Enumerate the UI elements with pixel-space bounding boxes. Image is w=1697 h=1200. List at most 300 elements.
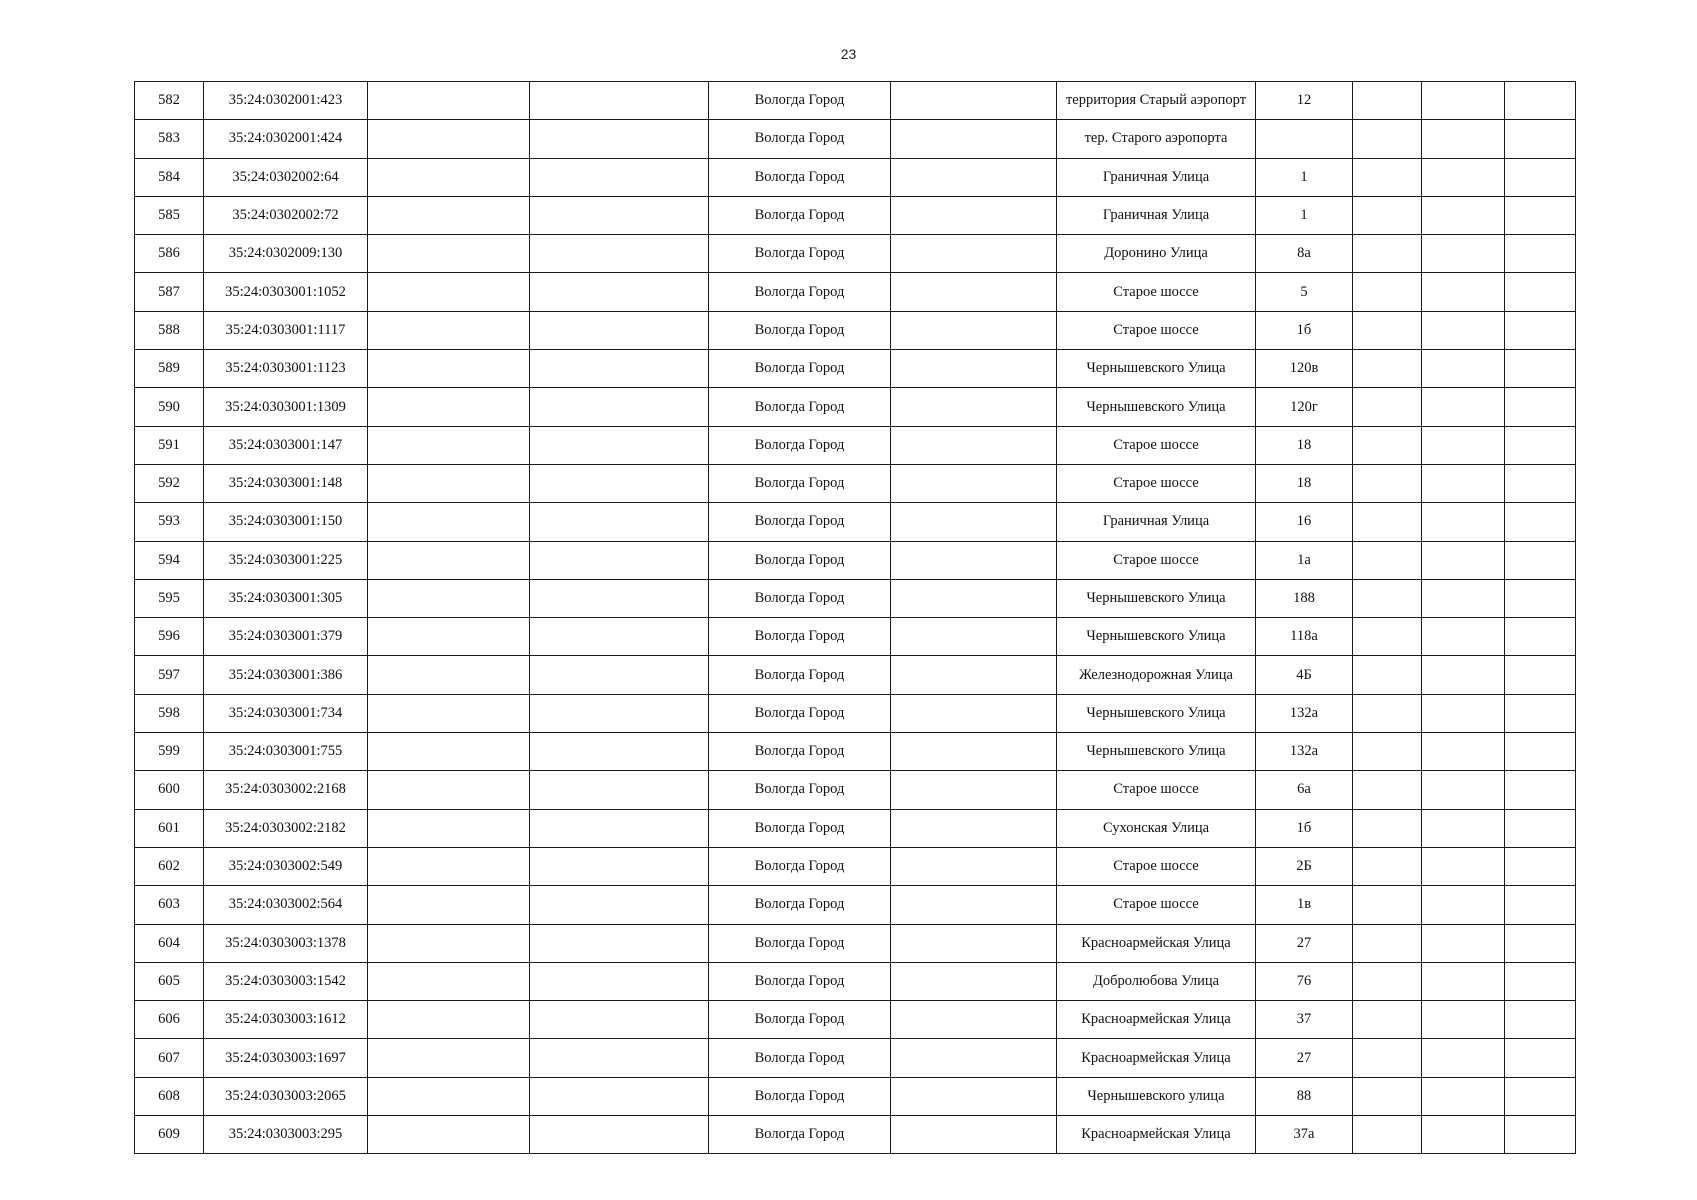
table-row [135, 579, 1576, 617]
table-row [135, 618, 1576, 656]
empty-cell [530, 771, 709, 809]
street-cell: Чернышевского Улица [1057, 388, 1256, 426]
row-number-cell: 587 [135, 273, 204, 311]
table-row [135, 1001, 1576, 1039]
empty-cell [368, 1001, 530, 1039]
empty-cell [368, 541, 530, 579]
city-cell: Вологда Город [709, 426, 891, 464]
empty-cell [368, 350, 530, 388]
empty-cell [1422, 1116, 1505, 1154]
row-number-cell: 588 [135, 311, 204, 349]
empty-cell [1422, 1039, 1505, 1077]
empty-cell [891, 464, 1057, 502]
empty-cell [530, 350, 709, 388]
row-number-cell: 600 [135, 771, 204, 809]
empty-cell [530, 618, 709, 656]
street-cell: Старое шоссе [1057, 426, 1256, 464]
empty-cell [530, 196, 709, 234]
cadastral-number-cell: 35:24:0303001:147 [204, 426, 368, 464]
empty-cell [530, 235, 709, 273]
empty-cell [891, 235, 1057, 273]
house-number-cell: 132а [1256, 694, 1353, 732]
cadastral-number-cell: 35:24:0303003:2065 [204, 1077, 368, 1115]
empty-cell [1353, 503, 1422, 541]
empty-cell [1422, 158, 1505, 196]
city-cell: Вологда Город [709, 196, 891, 234]
city-cell: Вологда Город [709, 350, 891, 388]
street-cell: Старое шоссе [1057, 847, 1256, 885]
empty-cell [891, 196, 1057, 234]
empty-cell [1422, 924, 1505, 962]
row-number-cell: 606 [135, 1001, 204, 1039]
empty-cell [1353, 847, 1422, 885]
empty-cell [368, 847, 530, 885]
table-row [135, 771, 1576, 809]
empty-cell [1353, 1039, 1422, 1077]
empty-cell [368, 771, 530, 809]
house-number-cell: 118а [1256, 618, 1353, 656]
house-number-cell: 18 [1256, 426, 1353, 464]
empty-cell [891, 158, 1057, 196]
empty-cell [891, 656, 1057, 694]
empty-cell [1353, 350, 1422, 388]
house-number-cell: 1в [1256, 886, 1353, 924]
city-cell: Вологда Город [709, 886, 891, 924]
empty-cell [1353, 886, 1422, 924]
cadastral-number-cell: 35:24:0303002:2168 [204, 771, 368, 809]
house-number-cell: 188 [1256, 579, 1353, 617]
city-cell: Вологда Город [709, 1077, 891, 1115]
empty-cell [891, 350, 1057, 388]
house-number-cell: 27 [1256, 924, 1353, 962]
row-number-cell: 607 [135, 1039, 204, 1077]
empty-cell [891, 579, 1057, 617]
street-cell: Старое шоссе [1057, 541, 1256, 579]
row-number-cell: 592 [135, 464, 204, 502]
empty-cell [530, 962, 709, 1000]
empty-cell [891, 618, 1057, 656]
row-number-cell: 608 [135, 1077, 204, 1115]
cadastral-number-cell: 35:24:0303001:1309 [204, 388, 368, 426]
row-number-cell: 586 [135, 235, 204, 273]
empty-cell [368, 388, 530, 426]
row-number-cell: 596 [135, 618, 204, 656]
city-cell: Вологда Город [709, 503, 891, 541]
cadastral-number-cell: 35:24:0303003:295 [204, 1116, 368, 1154]
empty-cell [1505, 656, 1576, 694]
cadastral-number-cell: 35:24:0303001:225 [204, 541, 368, 579]
table-row [135, 196, 1576, 234]
table-row [135, 311, 1576, 349]
city-cell: Вологда Город [709, 158, 891, 196]
cadastral-number-cell: 35:24:0303001:305 [204, 579, 368, 617]
empty-cell [891, 120, 1057, 158]
empty-cell [1422, 311, 1505, 349]
empty-cell [530, 503, 709, 541]
city-cell: Вологда Город [709, 847, 891, 885]
cadastral-number-cell: 35:24:0303003:1612 [204, 1001, 368, 1039]
house-number-cell: 1б [1256, 809, 1353, 847]
table-row [135, 1039, 1576, 1077]
empty-cell [1422, 771, 1505, 809]
empty-cell [530, 273, 709, 311]
empty-cell [1422, 196, 1505, 234]
street-cell: тер. Старого аэропорта [1057, 120, 1256, 158]
cadastral-number-cell: 35:24:0303001:148 [204, 464, 368, 502]
empty-cell [530, 809, 709, 847]
empty-cell [891, 962, 1057, 1000]
house-number-cell: 1б [1256, 311, 1353, 349]
empty-cell [530, 924, 709, 962]
cadastral-number-cell: 35:24:0303002:564 [204, 886, 368, 924]
empty-cell [891, 733, 1057, 771]
row-number-cell: 591 [135, 426, 204, 464]
empty-cell [368, 464, 530, 502]
empty-cell [530, 1039, 709, 1077]
empty-cell [1353, 656, 1422, 694]
empty-cell [891, 886, 1057, 924]
row-number-cell: 605 [135, 962, 204, 1000]
city-cell: Вологда Город [709, 962, 891, 1000]
cadastral-number-cell: 35:24:0303002:549 [204, 847, 368, 885]
street-cell: Старое шоссе [1057, 311, 1256, 349]
empty-cell [1505, 771, 1576, 809]
empty-cell [368, 1116, 530, 1154]
empty-cell [368, 1077, 530, 1115]
empty-cell [1505, 962, 1576, 1000]
cadastral-number-cell: 35:24:0303001:1123 [204, 350, 368, 388]
table-row [135, 388, 1576, 426]
cadastral-registry-table [134, 81, 1576, 1154]
empty-cell [368, 962, 530, 1000]
empty-cell [1422, 350, 1505, 388]
empty-cell [1505, 503, 1576, 541]
empty-cell [530, 886, 709, 924]
house-number-cell: 8а [1256, 235, 1353, 273]
table-row [135, 426, 1576, 464]
house-number-cell: 120в [1256, 350, 1353, 388]
street-cell: Граничная Улица [1057, 196, 1256, 234]
row-number-cell: 585 [135, 196, 204, 234]
empty-cell [1422, 886, 1505, 924]
table-body [135, 82, 1576, 1154]
table-row [135, 847, 1576, 885]
empty-cell [891, 388, 1057, 426]
empty-cell [1422, 120, 1505, 158]
empty-cell [530, 694, 709, 732]
table-row [135, 962, 1576, 1000]
table-row [135, 120, 1576, 158]
empty-cell [530, 1116, 709, 1154]
empty-cell [1422, 847, 1505, 885]
empty-cell [891, 503, 1057, 541]
empty-cell [1422, 618, 1505, 656]
street-cell: Граничная Улица [1057, 158, 1256, 196]
empty-cell [1422, 579, 1505, 617]
empty-cell [1505, 273, 1576, 311]
empty-cell [368, 311, 530, 349]
empty-cell [1422, 656, 1505, 694]
row-number-cell: 584 [135, 158, 204, 196]
empty-cell [1353, 311, 1422, 349]
table-row [135, 158, 1576, 196]
table-row [135, 694, 1576, 732]
empty-cell [1505, 196, 1576, 234]
table-row [135, 273, 1576, 311]
house-number-cell [1256, 120, 1353, 158]
empty-cell [1505, 924, 1576, 962]
empty-cell [368, 886, 530, 924]
empty-cell [1353, 158, 1422, 196]
empty-cell [1505, 464, 1576, 502]
empty-cell [891, 809, 1057, 847]
empty-cell [530, 158, 709, 196]
empty-cell [368, 733, 530, 771]
empty-cell [530, 120, 709, 158]
city-cell: Вологда Город [709, 120, 891, 158]
house-number-cell: 1 [1256, 196, 1353, 234]
empty-cell [530, 82, 709, 120]
city-cell: Вологда Город [709, 733, 891, 771]
street-cell: Доронино Улица [1057, 235, 1256, 273]
cadastral-number-cell: 35:24:0303003:1542 [204, 962, 368, 1000]
empty-cell [368, 158, 530, 196]
empty-cell [891, 1077, 1057, 1115]
empty-cell [1353, 809, 1422, 847]
city-cell: Вологда Город [709, 464, 891, 502]
empty-cell [368, 196, 530, 234]
empty-cell [891, 1116, 1057, 1154]
row-number-cell: 597 [135, 656, 204, 694]
empty-cell [530, 464, 709, 502]
empty-cell [368, 503, 530, 541]
empty-cell [530, 579, 709, 617]
cadastral-number-cell: 35:24:0302002:64 [204, 158, 368, 196]
empty-cell [1505, 541, 1576, 579]
row-number-cell: 583 [135, 120, 204, 158]
empty-cell [1422, 235, 1505, 273]
city-cell: Вологда Город [709, 1001, 891, 1039]
empty-cell [1505, 1001, 1576, 1039]
table-row [135, 503, 1576, 541]
empty-cell [1422, 694, 1505, 732]
table-row [135, 656, 1576, 694]
street-cell: Чернышевского Улица [1057, 733, 1256, 771]
empty-cell [1505, 388, 1576, 426]
house-number-cell: 16 [1256, 503, 1353, 541]
house-number-cell: 1а [1256, 541, 1353, 579]
empty-cell [530, 656, 709, 694]
cadastral-number-cell: 35:24:0302009:130 [204, 235, 368, 273]
empty-cell [368, 656, 530, 694]
house-number-cell: 76 [1256, 962, 1353, 1000]
empty-cell [1422, 388, 1505, 426]
house-number-cell: 132а [1256, 733, 1353, 771]
empty-cell [368, 618, 530, 656]
cadastral-number-cell: 35:24:0303002:2182 [204, 809, 368, 847]
empty-cell [530, 847, 709, 885]
empty-cell [530, 733, 709, 771]
street-cell: Граничная Улица [1057, 503, 1256, 541]
empty-cell [1353, 579, 1422, 617]
cadastral-number-cell: 35:24:0303003:1697 [204, 1039, 368, 1077]
row-number-cell: 598 [135, 694, 204, 732]
city-cell: Вологда Город [709, 311, 891, 349]
house-number-cell: 6а [1256, 771, 1353, 809]
empty-cell [891, 82, 1057, 120]
empty-cell [1353, 733, 1422, 771]
empty-cell [1353, 196, 1422, 234]
street-cell: Красноармейская Улица [1057, 1001, 1256, 1039]
empty-cell [1505, 120, 1576, 158]
street-cell: Железнодорожная Улица [1057, 656, 1256, 694]
city-cell: Вологда Город [709, 1116, 891, 1154]
city-cell: Вологда Город [709, 618, 891, 656]
empty-cell [1505, 733, 1576, 771]
street-cell: Красноармейская Улица [1057, 1039, 1256, 1077]
house-number-cell: 2Б [1256, 847, 1353, 885]
table-row [135, 924, 1576, 962]
city-cell: Вологда Город [709, 656, 891, 694]
empty-cell [1505, 618, 1576, 656]
empty-cell [1505, 579, 1576, 617]
table-row [135, 350, 1576, 388]
empty-cell [1353, 771, 1422, 809]
empty-cell [1353, 962, 1422, 1000]
empty-cell [1353, 273, 1422, 311]
empty-cell [1505, 1116, 1576, 1154]
cadastral-number-cell: 35:24:0303001:379 [204, 618, 368, 656]
empty-cell [1422, 426, 1505, 464]
city-cell: Вологда Город [709, 924, 891, 962]
empty-cell [1505, 1077, 1576, 1115]
city-cell: Вологда Город [709, 809, 891, 847]
empty-cell [1422, 962, 1505, 1000]
empty-cell [530, 1001, 709, 1039]
empty-cell [1422, 273, 1505, 311]
table-row [135, 1077, 1576, 1115]
cadastral-number-cell: 35:24:0302001:423 [204, 82, 368, 120]
empty-cell [1422, 1001, 1505, 1039]
street-cell: территория Старый аэропорт [1057, 82, 1256, 120]
empty-cell [368, 1039, 530, 1077]
empty-cell [1422, 464, 1505, 502]
house-number-cell: 37 [1256, 1001, 1353, 1039]
empty-cell [891, 273, 1057, 311]
house-number-cell: 1 [1256, 158, 1353, 196]
empty-cell [1422, 733, 1505, 771]
house-number-cell: 4Б [1256, 656, 1353, 694]
empty-cell [368, 809, 530, 847]
city-cell: Вологда Город [709, 82, 891, 120]
city-cell: Вологда Город [709, 771, 891, 809]
row-number-cell: 590 [135, 388, 204, 426]
row-number-cell: 604 [135, 924, 204, 962]
house-number-cell: 37а [1256, 1116, 1353, 1154]
row-number-cell: 601 [135, 809, 204, 847]
empty-cell [530, 311, 709, 349]
empty-cell [1505, 235, 1576, 273]
empty-cell [1353, 120, 1422, 158]
empty-cell [530, 388, 709, 426]
street-cell: Добролюбова Улица [1057, 962, 1256, 1000]
empty-cell [891, 847, 1057, 885]
row-number-cell: 582 [135, 82, 204, 120]
city-cell: Вологда Город [709, 694, 891, 732]
row-number-cell: 603 [135, 886, 204, 924]
table-row [135, 464, 1576, 502]
city-cell: Вологда Город [709, 388, 891, 426]
city-cell: Вологда Город [709, 541, 891, 579]
street-cell: Чернышевского Улица [1057, 618, 1256, 656]
house-number-cell: 120г [1256, 388, 1353, 426]
empty-cell [1422, 503, 1505, 541]
cadastral-number-cell: 35:24:0303001:1052 [204, 273, 368, 311]
street-cell: Красноармейская Улица [1057, 1116, 1256, 1154]
empty-cell [1353, 618, 1422, 656]
empty-cell [1422, 1077, 1505, 1115]
empty-cell [1353, 82, 1422, 120]
table-row [135, 886, 1576, 924]
table-row [135, 235, 1576, 273]
empty-cell [368, 426, 530, 464]
page-number: 23 [840, 46, 857, 62]
empty-cell [1353, 388, 1422, 426]
empty-cell [1353, 235, 1422, 273]
empty-cell [1353, 426, 1422, 464]
street-cell: Старое шоссе [1057, 771, 1256, 809]
house-number-cell: 18 [1256, 464, 1353, 502]
empty-cell [1422, 809, 1505, 847]
row-number-cell: 599 [135, 733, 204, 771]
cadastral-number-cell: 35:24:0303001:734 [204, 694, 368, 732]
cadastral-number-cell: 35:24:0302001:424 [204, 120, 368, 158]
row-number-cell: 602 [135, 847, 204, 885]
city-cell: Вологда Город [709, 579, 891, 617]
empty-cell [368, 235, 530, 273]
empty-cell [1353, 464, 1422, 502]
empty-cell [1353, 541, 1422, 579]
city-cell: Вологда Город [709, 235, 891, 273]
empty-cell [368, 120, 530, 158]
empty-cell [1353, 694, 1422, 732]
empty-cell [1422, 541, 1505, 579]
empty-cell [368, 82, 530, 120]
cadastral-number-cell: 35:24:0303001:150 [204, 503, 368, 541]
empty-cell [1505, 426, 1576, 464]
street-cell: Старое шоссе [1057, 273, 1256, 311]
empty-cell [1505, 350, 1576, 388]
empty-cell [1353, 924, 1422, 962]
cadastral-number-cell: 35:24:0303001:386 [204, 656, 368, 694]
empty-cell [1505, 809, 1576, 847]
empty-cell [530, 1077, 709, 1115]
street-cell: Старое шоссе [1057, 886, 1256, 924]
empty-cell [891, 694, 1057, 732]
table-row [135, 82, 1576, 120]
empty-cell [1353, 1001, 1422, 1039]
row-number-cell: 594 [135, 541, 204, 579]
empty-cell [368, 579, 530, 617]
empty-cell [1505, 311, 1576, 349]
table-row [135, 809, 1576, 847]
city-cell: Вологда Город [709, 273, 891, 311]
empty-cell [530, 426, 709, 464]
street-cell: Красноармейская Улица [1057, 924, 1256, 962]
empty-cell [368, 694, 530, 732]
row-number-cell: 593 [135, 503, 204, 541]
street-cell: Сухонская Улица [1057, 809, 1256, 847]
